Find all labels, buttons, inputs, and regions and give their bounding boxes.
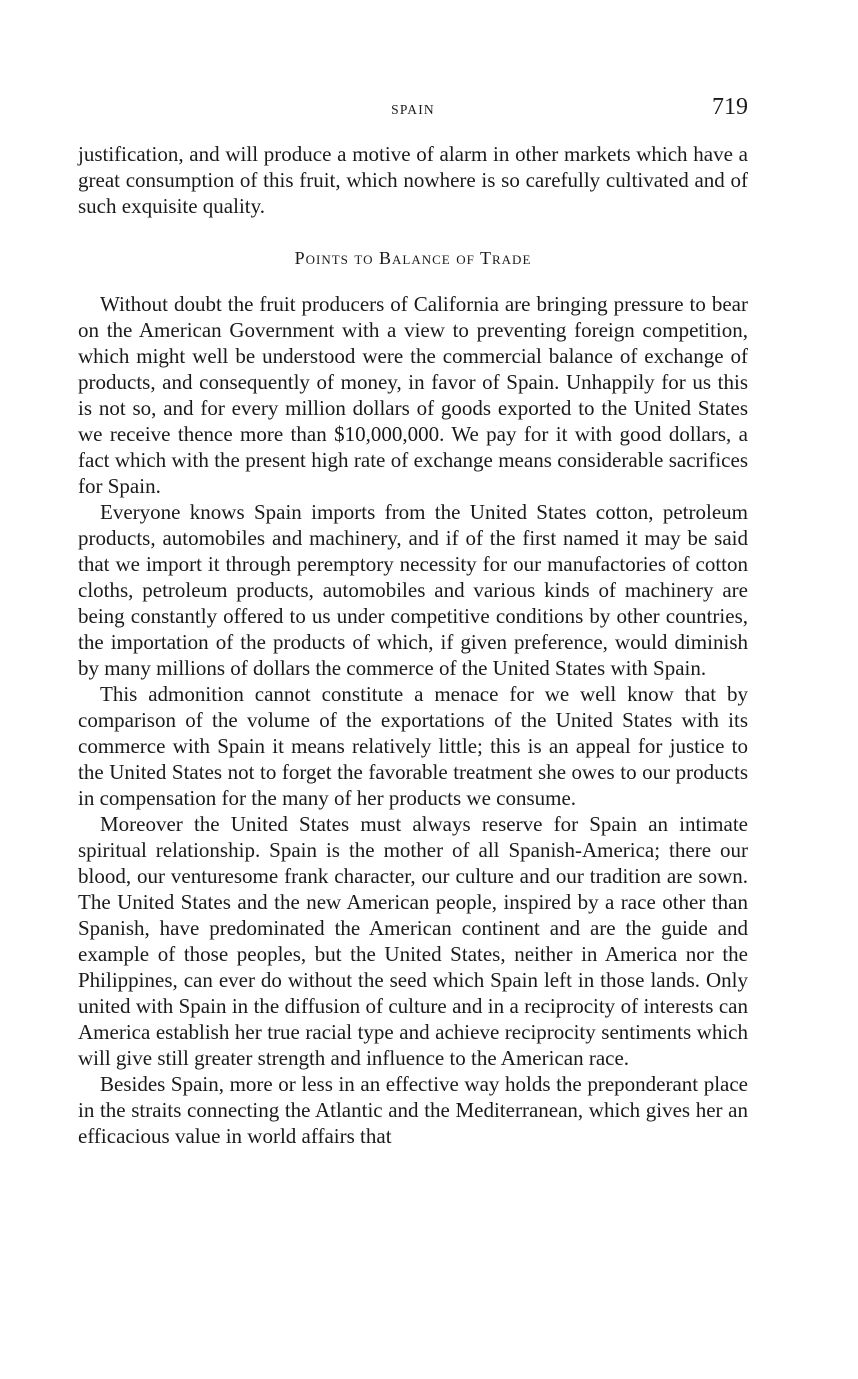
paragraph-spain-imports: Everyone knows Spain imports from the United States cotton, petroleum products, automobiles and machinery, and if of the first named it may be said that we import it through peremptory necessity for our manufactories of cotton cloths, petroleum products, automobiles and various kinds of machinery are being constantly offered to us under competitive conditions by other countries, the importation of the products of which, if given preference, would diminish by many millions of dollars the commerce of the United States with Spain. — [78, 500, 748, 680]
section-heading: Points to Balance of Trade — [294, 248, 532, 268]
paragraph-admonition: This admonition cannot constitute a menace for we well know that by comparison of the volume of the exportations of the United States with its commerce with Spain it means relatively little; this is an appeal for justice to the United States not to forget the favorable treatment she owes to our products in compensation for the many of her products we consume. — [78, 682, 748, 810]
paragraph-straits: Besides Spain, more or less in an effective way holds the preponderant place in the straits connecting the Atlantic and the Mediterranean, which gives her an efficacious value in world affairs that — [78, 1072, 748, 1148]
paragraph-california-pressure: Without doubt the fruit producers of California are bringing pressure to bear on the American Government with a view to preventing foreign competition, which might well be understood were the commercial balance of exchange of products, and consequently of money, in favor of Spain. Unhappily for us this is not so, and for every million dollars of goods exported to the United States we receive thence more than $10,000,000. We pay for it with good dollars, a fact which with the present high rate of exchange means considerable sacrifices for Spain. — [78, 292, 748, 498]
body-text — [78, 141, 748, 1149]
running-title: SPAIN — [391, 102, 435, 117]
page-number: 719 — [712, 94, 748, 120]
paragraph-spiritual-relationship: Moreover the United States must always reserve for Spain an intimate spiritual relationship. Spain is the mother of all Spanish-America; there our blood, our venturesome frank character, our culture and our tradition are sown. The United States and the new American people, inspired by a race other than Spanish, have predominated the American continent and are the guide and example of those peoples, but the United States, neither in America nor the Philippines, can ever do without the seed which Spain left in those lands. Only united with Spain in the diffusion of culture and in a reciprocity of interests can America establish her true racial type and achieve reciprocity sentiments which will give still greater strength and influence to the American race. — [78, 812, 748, 1070]
running-head — [78, 94, 748, 124]
continuation-paragraph: justification, and will produce a motive of alarm in other markets which have a great consumption of this fruit, which nowhere is so carefully cultivated and of such exquisite quality. — [78, 142, 748, 218]
